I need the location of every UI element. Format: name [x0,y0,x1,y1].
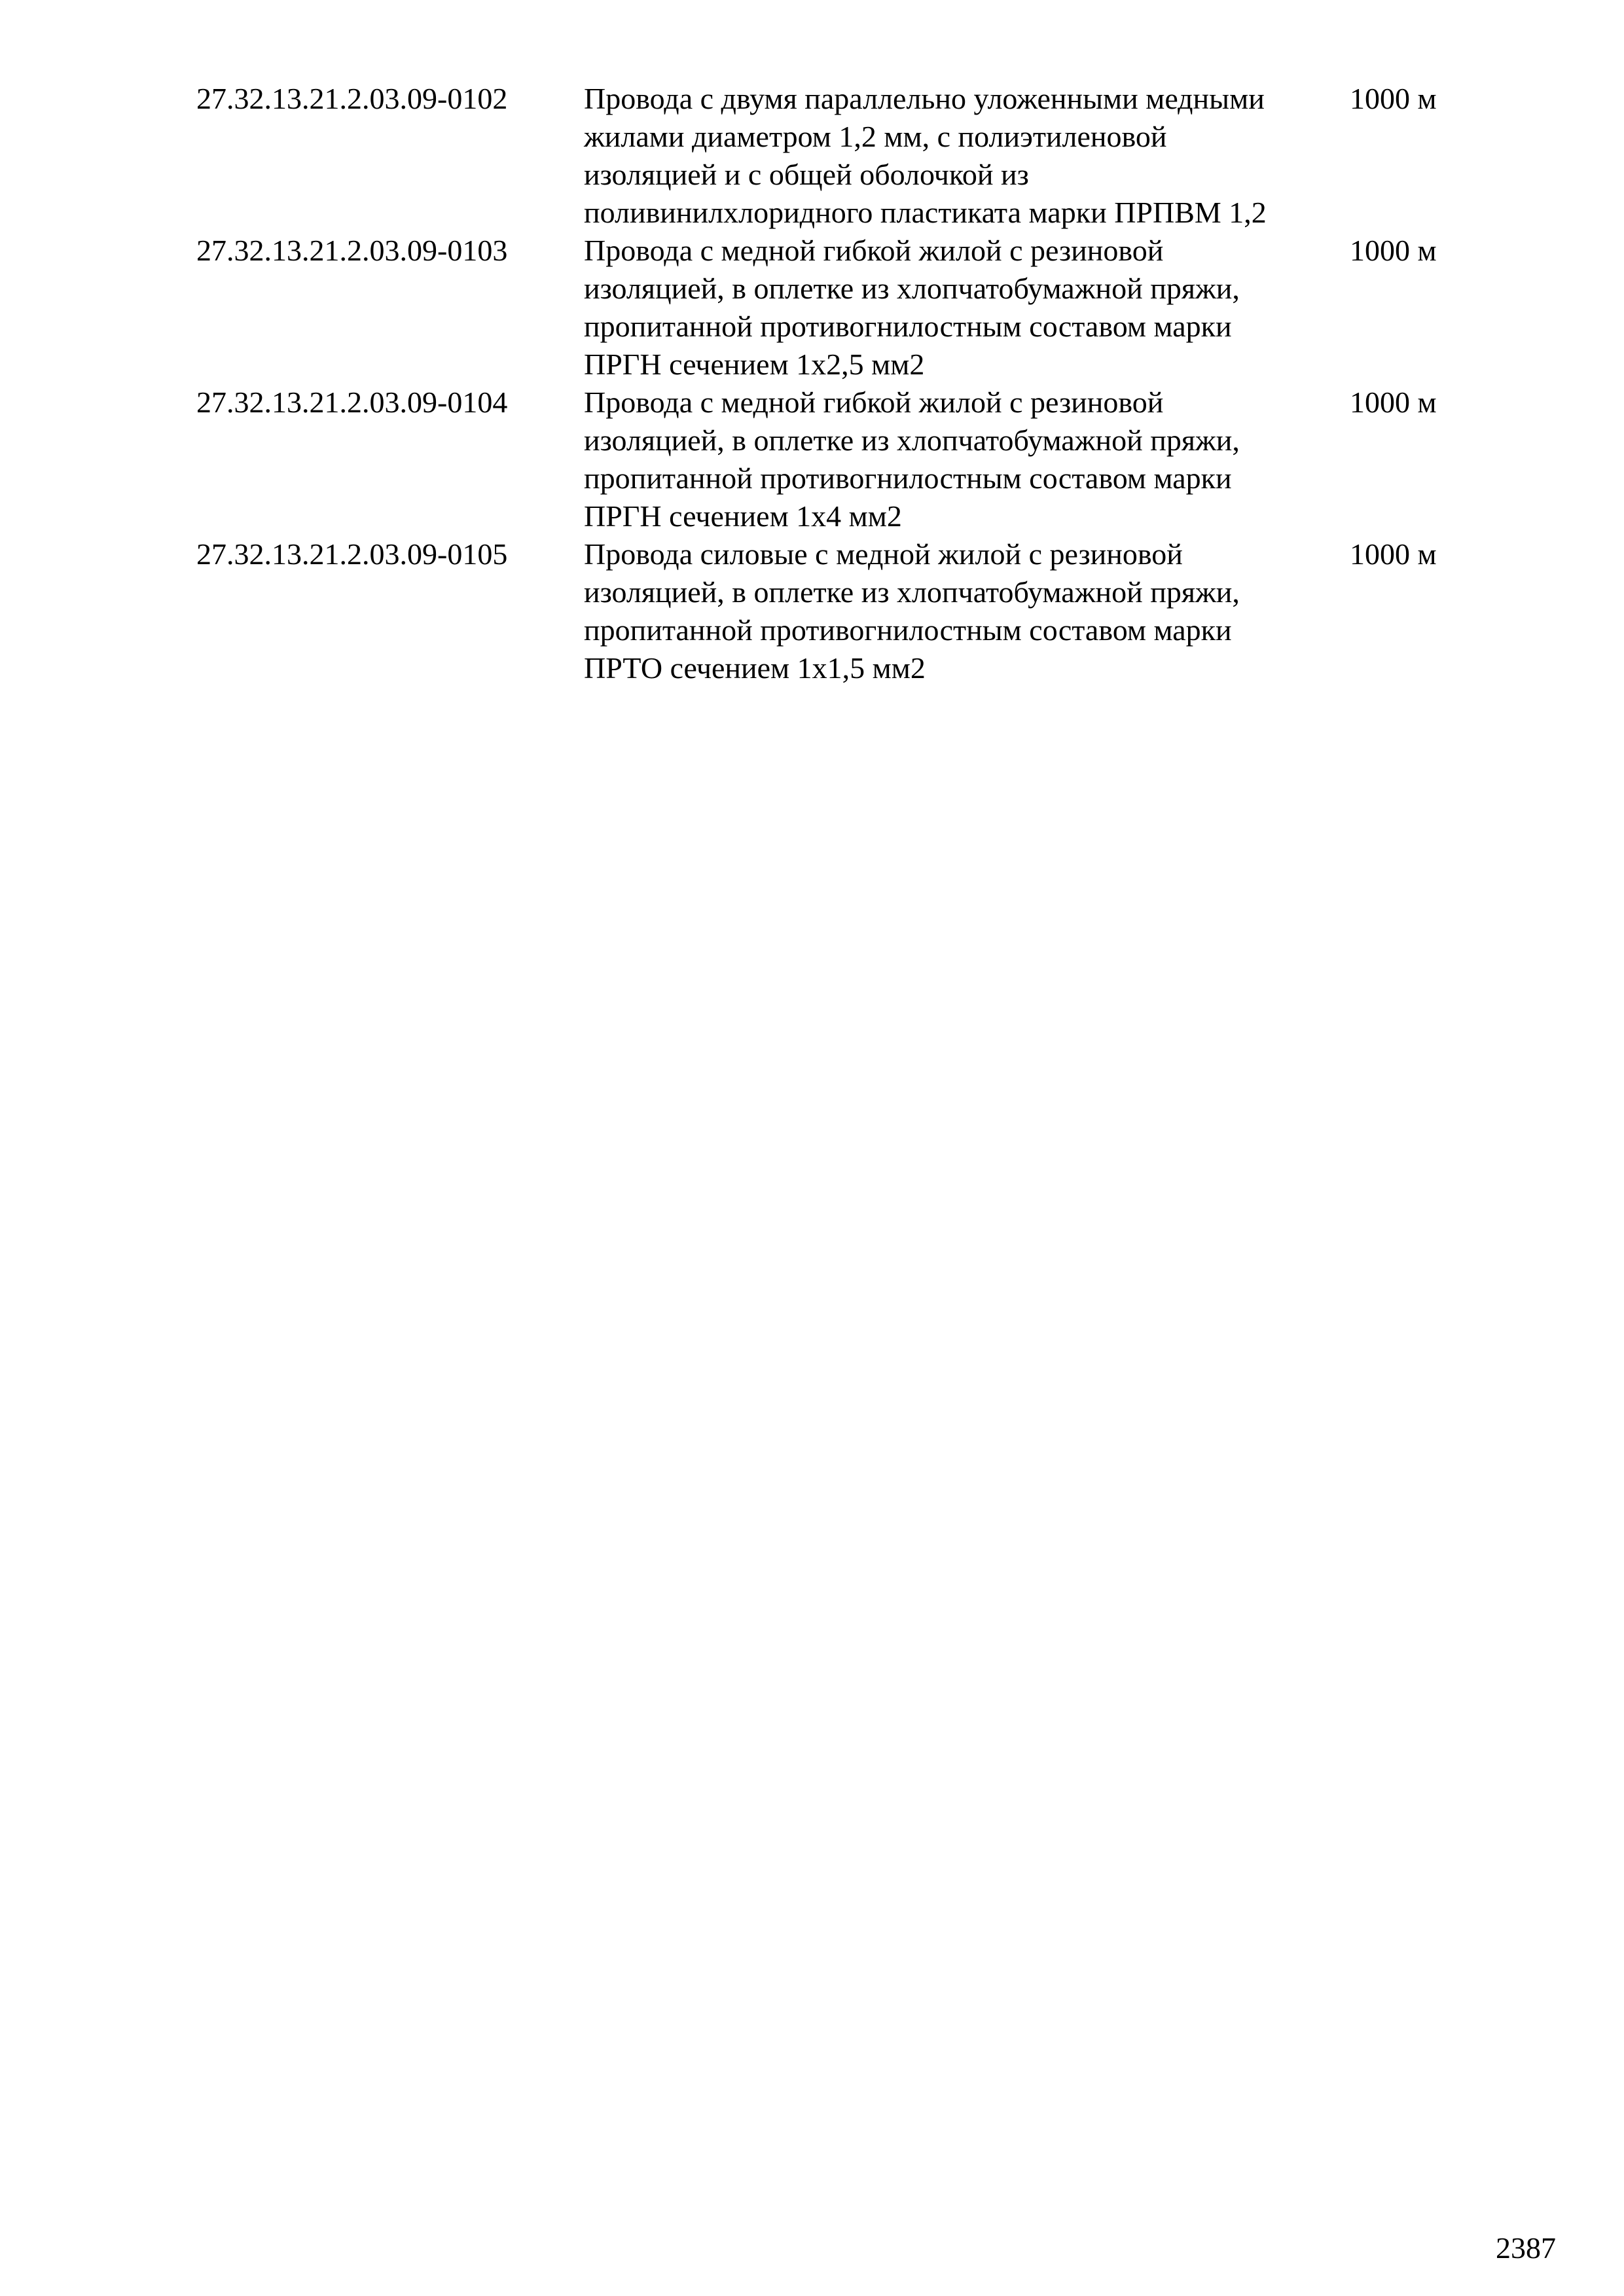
description-line: пропитанной противогнилостным составом марки [584,461,1232,495]
description-line: Провода силовые с медной жилой с резиновой [584,537,1183,571]
description-line: изоляцией, в оплетке из хлопчатобумажной пряжи, [584,575,1240,609]
page-number: 2387 [1496,2231,1556,2265]
unit-of-measure: 1000 м [1350,537,1437,571]
resource-code: 27.32.13.21.2.03.09-0104 [196,386,508,419]
table-row [196,80,1466,232]
description-line: Провода с двумя параллельно уложенными медными [584,82,1265,115]
description-line: Провода с медной гибкой жилой с резиновой [584,386,1164,419]
description-line: ПРГН сечением 1x4 мм2 [584,499,902,533]
description-line: изоляцией, в оплетке из хлопчатобумажной пряжи, [584,423,1240,457]
description-line: поливинилхлоридного пластиката марки ПРПВМ 1,2 [584,196,1267,229]
description-line: ПРТО сечением 1x1,5 мм2 [584,651,926,685]
resource-code: 27.32.13.21.2.03.09-0102 [196,82,508,115]
table-row [196,384,1466,535]
resource-code: 27.32.13.21.2.03.09-0105 [196,537,508,571]
description-line: пропитанной противогнилостным составом марки [584,613,1232,647]
resource-description [584,535,1350,687]
description-line: пропитанной противогнилостным составом марки [584,310,1232,343]
unit-of-measure: 1000 м [1350,234,1437,267]
description-line: изоляцией, в оплетке из хлопчатобумажной пряжи, [584,272,1240,305]
description-line: Провода с медной гибкой жилой с резиновой [584,234,1164,267]
resource-description [584,232,1350,384]
table-row [196,232,1466,384]
description-line: изоляцией и с общей оболочкой из [584,158,1029,191]
table-row [196,535,1466,687]
description-line: жилами диаметром 1,2 мм, с полиэтиленовой [584,120,1167,153]
resource-code: 27.32.13.21.2.03.09-0103 [196,234,508,267]
resource-description [584,80,1350,232]
resource-description [584,384,1350,535]
description-line: ПРГН сечением 1x2,5 мм2 [584,348,925,381]
unit-of-measure: 1000 м [1350,82,1437,115]
price-list-table [196,80,1466,687]
unit-of-measure: 1000 м [1350,386,1437,419]
